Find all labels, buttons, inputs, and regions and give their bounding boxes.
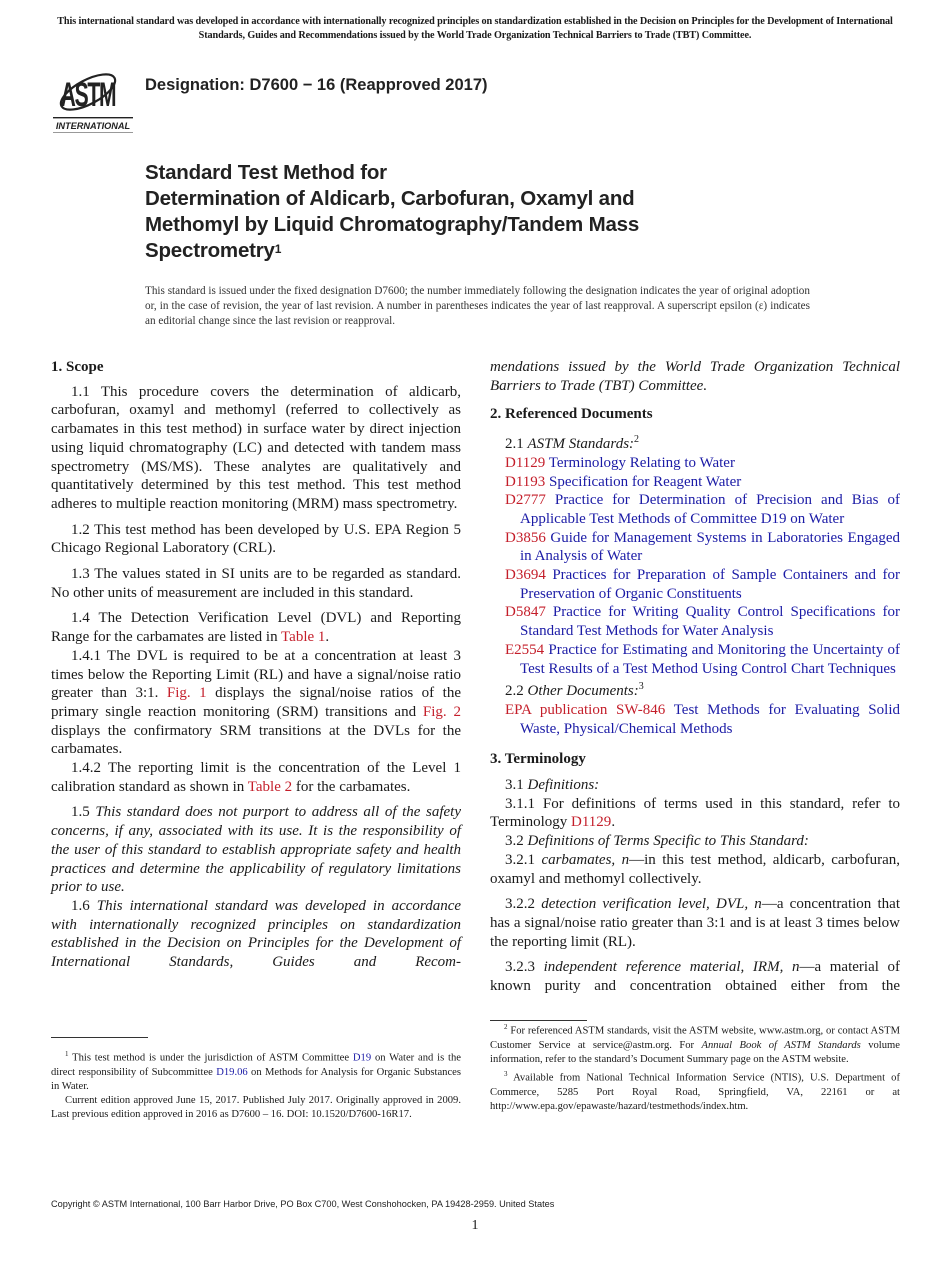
fig-2-link[interactable]: Fig. 2 — [422, 703, 461, 720]
ref-item — [490, 603, 900, 640]
d19-link[interactable]: D19 — [352, 1052, 372, 1064]
ref-item — [490, 454, 900, 473]
ref-item — [490, 529, 900, 566]
svg-text:INTERNATIONAL: INTERNATIONAL — [55, 121, 131, 131]
para-1-2: 1.2 This test method has been developed by U.S. EPA Region 5 Chicago Regional Laboratory (CRL). — [51, 521, 461, 557]
ref-code-link[interactable]: D3694 — [505, 567, 546, 584]
issue-note: This standard is issued under the fixed designation D7600; the number immediately following the designation indicates the year of original adoption or, in the case of revision, the year of last revision. A number in parentheses indicates the year of last reapproval. A superscript epsilon (ε) indicates an editorial change since the last revision or reapproval. — [145, 285, 810, 327]
footnote-3: $^3$ Available from National Technical Information Service (NTIS), U.S. Department of Commerce, 5285 Port Royal Road, Springfield, VA, 22161 or at http://www.epa.gov/epawaste/hazard/testmethods/index.htm. — [490, 1070, 900, 1113]
ref-title-link[interactable]: Specification for Reagent Water — [549, 473, 742, 490]
astm-logo-icon — [52, 56, 134, 134]
para-1-1: 1.1 This procedure covers the determination of aldicarb, carbofuran, oxamyl and methomyl (referred to collectively as carbamates in this test method) in surface water by direct injection using liquid chromatography (LC) and detected with tandem mass spectrometry (MS/MS). These analytes are qualitatively and quantitatively determined by this test method. This test method adheres to multiple reaction monitoring (MRM) mass spectrometry. — [51, 383, 461, 512]
title-footnote-mark[interactable]: 1 — [274, 242, 282, 256]
para-1-4-1: 1.4.1 The DVL is required to be at a concentration at least 3 times below the Reporting Limit (RL) and have a signal/noise ratio greater than 3:1. Fig. 1 displays the signal/noise ratios of the primary single reaction monitoring (SRM) transitions and Fig. 2 displays the confirmatory SRM transitions at the DVLs for the carbamates. — [51, 647, 461, 758]
title-line-4: Spectrometry$^1$ — [145, 239, 282, 262]
left-column — [51, 358, 461, 972]
para-3-1: 3.1 Definitions: — [505, 777, 600, 794]
svg-text:ASTM: ASTM — [60, 74, 116, 114]
para-3-2: 3.2 Definitions of Terms Specific to This Standard: — [505, 833, 809, 850]
right-column — [490, 358, 900, 996]
section-1-heading: 1. Scope — [51, 359, 104, 375]
ref-item — [490, 641, 900, 678]
footnote-3-mark[interactable]: 3 — [638, 681, 644, 693]
ref-title-link[interactable]: Practice for Estimating and Monitoring the Uncertainty of Test Results of a Test Method Using Control Chart Techniques — [520, 641, 901, 677]
international-standard-notice: This international standard was developed in accordance with internationally recognized principles on standardization established in the Decision on Principles for the Development of International Standards, Guides and Recommendations issued by the World Trade Organization Technical Barriers to Trade (TBT) Committee. — [57, 16, 893, 41]
ref-title-link[interactable]: Terminology Relating to Water — [548, 454, 735, 471]
edition-note: Current edition approved June 15, 2017. Published July 2017. Originally approved in 2009. Last previous edition approved in 2016 as D7600 – 16. DOI: 10.1520/D7600-16R17. — [51, 1095, 461, 1121]
ref-code-link[interactable]: D3856 — [505, 529, 546, 546]
para-1-5: 1.5 This standard does not purport to address all of the safety concerns, if any, associated with its use. It is the responsibility of the user of this standard to establish appropriate safety and health practices and determine the applicability of regulatory limitations prior to use. — [51, 804, 462, 896]
title-line-1: Standard Test Method for — [145, 161, 387, 184]
ref-title-link[interactable]: Practice for Determination of Precision and Bias of Applicable Test Methods of Committee D19 on Water — [520, 492, 900, 527]
footnote-rule-left — [51, 1037, 148, 1038]
para-1-4: 1.4 The Detection Verification Level (DVL) and Reporting Range for the carbamates are listed in Table 1. — [51, 610, 461, 646]
designation: Designation: D7600 − 16 (Reapproved 2017) — [145, 76, 488, 94]
para-2-1: 2.1 ASTM Standards:$^2$ — [505, 434, 640, 453]
copyright-notice: Copyright © ASTM International, 100 Barr Harbor Drive, PO Box C700, West Conshohocken, PA 19428-2959. United States — [51, 1199, 555, 1209]
title-line-3: Methomyl by Liquid Chromatography/Tandem Mass — [145, 213, 640, 236]
ref-item — [490, 566, 900, 603]
fig-1-link[interactable]: Fig. 1 — [166, 685, 207, 702]
ref-code-link[interactable]: EPA publication SW-846 — [505, 701, 666, 718]
astm-logo — [52, 56, 134, 134]
section-2-heading: 2. Referenced Documents — [490, 406, 653, 423]
footnote-2-mark[interactable]: 2 — [634, 434, 640, 446]
document-title — [145, 160, 845, 264]
ref-code-link[interactable]: D1129 — [505, 454, 546, 471]
page-number: 1 — [471, 1218, 479, 1233]
footnote-2: $^2$ For referenced ASTM standards, visit the ASTM website, www.astm.org, or contact ASTM Customer Service at service@astm.org. For Annual Book of ASTM Standards volume information, refer to the standard’s Document Summary page on the ASTM website. — [490, 1023, 900, 1065]
ref-title-link[interactable]: Practice for Writing Quality Control Specifications for Standard Test Methods for Water Analysis — [520, 604, 901, 640]
table-1-link[interactable]: Table 1 — [281, 629, 326, 646]
section-3-heading: 3. Terminology — [490, 751, 586, 768]
footnotes-right — [490, 1020, 900, 1114]
para-1-3: 1.3 The values stated in SI units are to be regarded as standard. No other units of measurement are included in this standard. — [51, 566, 461, 601]
ref-code-link[interactable]: E2554 — [505, 641, 545, 658]
para-1-6: 1.6 This international standard was developed in accordance with internationally recognized principles on standardization established in the Decision on Principles for the Development of International Standards, Guides and Recom- — [51, 897, 462, 971]
ref-item — [490, 473, 900, 492]
table-2-link[interactable]: Table 2 — [247, 778, 293, 795]
ref-code-link[interactable]: D1193 — [505, 473, 546, 490]
ref-code-link[interactable]: D5847 — [505, 604, 546, 621]
para-2-2: 2.2 Other Documents:$^3$ — [505, 681, 644, 700]
ref-title-link[interactable]: Practices for Preparation of Sample Containers and for Preservation of Organic Constituents — [520, 567, 900, 602]
title-line-2: Determination of Aldicarb, Carbofuran, Oxamyl and — [145, 187, 635, 210]
ref-item-other — [490, 701, 900, 738]
ref-code-link[interactable]: D2777 — [505, 492, 546, 509]
para-3-2-3: 3.2.3 independent reference material, IRM, n—a material of known purity and concentration obtained either from the — [490, 959, 901, 995]
ref-item — [490, 491, 900, 528]
para-1-6-continued: mendations issued by the World Trade Organization Technical Barriers to Trade (TBT) Committee. — [490, 359, 900, 394]
ref-title-link[interactable]: Test Methods for Evaluating Solid Waste, Physical/Chemical Methods — [520, 701, 900, 737]
para-3-1-1: 3.1.1 For definitions of terms used in this standard, refer to Terminology D1129. — [490, 795, 900, 831]
para-3-2-2: 3.2.2 detection verification level, DVL, n—a concentration that has a signal/noise ratio greater than 3:1 and is at least 3 times below the reporting limit (RL). — [490, 896, 901, 950]
footnotes-left — [51, 1047, 461, 1123]
para-3-2-1: 3.2.1 carbamates, n—in this test method, aldicarb, carbofuran, oxamyl and methomyl collectively. — [490, 851, 900, 887]
footnote-1: $^1$ This test method is under the jurisdiction of ASTM Committee D19 on Water and is the direct responsibility of Subcommittee D19.06 on Methods for Analysis for Organic Substances in Water. — [51, 1050, 461, 1092]
ref-title-link[interactable]: Guide for Management Systems in Laboratories Engaged in Analysis of Water — [520, 529, 901, 565]
d19-06-link[interactable]: D19.06 — [216, 1066, 248, 1078]
d1129-link[interactable]: D1129 — [571, 814, 612, 831]
para-1-4-2: 1.4.2 The reporting limit is the concentration of the Level 1 calibration standard as shown in Table 2 for the carbamates. — [51, 760, 461, 795]
